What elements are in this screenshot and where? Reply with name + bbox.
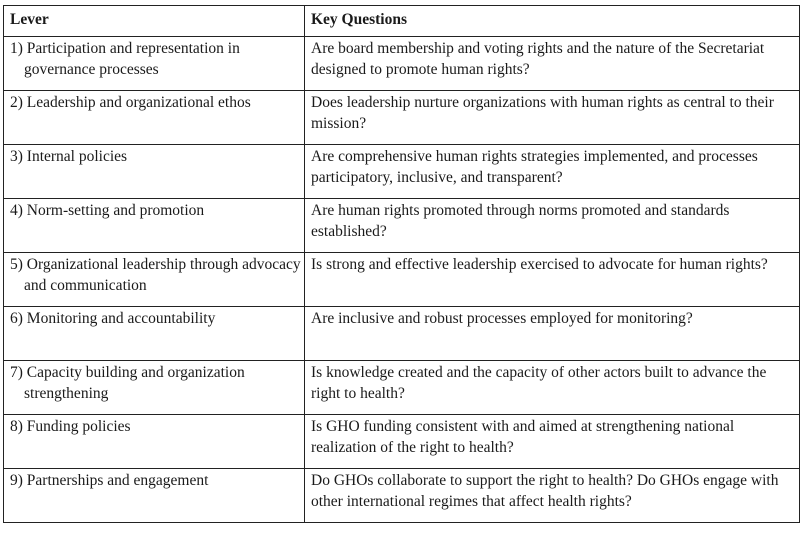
lever-text: 5) Organizational leadership through advocacy and communication [10, 256, 301, 294]
question-cell [305, 91, 800, 145]
lever-cell [4, 361, 305, 415]
lever-cell [4, 37, 305, 91]
question-text: Are inclusive and robust processes employed for monitoring? [311, 310, 693, 327]
table-row [4, 361, 800, 415]
table-row [4, 199, 800, 253]
key-questions-column-header: Key Questions [305, 6, 800, 37]
question-cell [305, 199, 800, 253]
lever-text: 4) Norm-setting and promotion [10, 202, 205, 219]
table-row [4, 253, 800, 307]
lever-cell [4, 415, 305, 469]
table-header-row [4, 6, 800, 37]
table-row [4, 91, 800, 145]
question-text: Are board membership and voting rights and the nature of the Secretariat designed to promote human rights? [311, 40, 765, 78]
lever-cell [4, 145, 305, 199]
question-text: Does leadership nurture organizations with human rights as central to their mission? [311, 94, 774, 132]
question-cell [305, 307, 800, 361]
table-row [4, 37, 800, 91]
lever-text: 8) Funding policies [10, 418, 131, 435]
question-cell [305, 469, 800, 523]
table-row [4, 469, 800, 523]
question-text: Are human rights promoted through norms promoted and standards established? [311, 202, 730, 240]
lever-cell [4, 307, 305, 361]
question-text: Is GHO funding consistent with and aimed at strengthening national realization of the right to health? [311, 418, 735, 456]
lever-cell [4, 91, 305, 145]
lever-text: 3) Internal policies [10, 148, 128, 165]
lever-text: 7) Capacity building and organization strengthening [10, 364, 245, 402]
question-text: Is strong and effective leadership exercised to advocate for human rights? [311, 256, 768, 273]
question-cell [305, 361, 800, 415]
lever-questions-table [3, 5, 800, 523]
table-row [4, 145, 800, 199]
lever-text: 9) Partnerships and engagement [10, 472, 209, 489]
table-row [4, 307, 800, 361]
question-text: Is knowledge created and the capacity of other actors built to advance the right to health? [311, 364, 767, 402]
question-text: Do GHOs collaborate to support the right to health? Do GHOs engage with other international regimes that affect health rights? [311, 472, 779, 510]
lever-cell [4, 253, 305, 307]
lever-text: 1) Participation and representation in governance processes [10, 40, 240, 78]
question-cell [305, 145, 800, 199]
question-cell [305, 253, 800, 307]
table-row [4, 415, 800, 469]
question-text: Are comprehensive human rights strategies implemented, and processes participatory, inclusive, and transparent? [311, 148, 758, 186]
lever-text: 6) Monitoring and accountability [10, 310, 216, 327]
question-cell [305, 415, 800, 469]
lever-cell [4, 199, 305, 253]
lever-text: 2) Leadership and organizational ethos [10, 94, 251, 111]
question-cell [305, 37, 800, 91]
lever-cell [4, 469, 305, 523]
lever-column-header: Lever [4, 6, 305, 37]
